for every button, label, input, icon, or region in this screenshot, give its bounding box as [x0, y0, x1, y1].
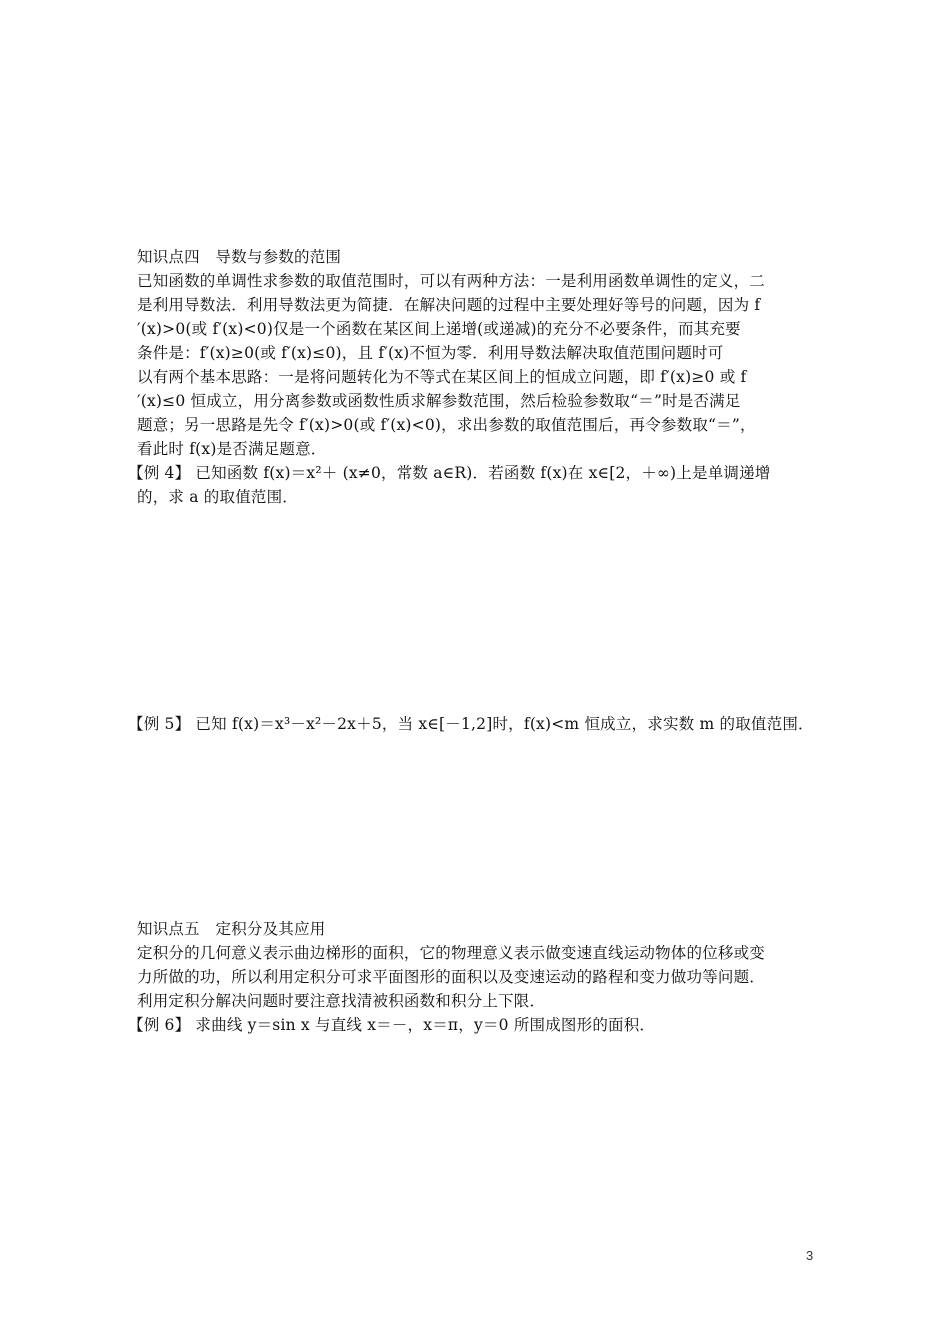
paragraph-line: ′(x)≤0 恒成立，用分离参数或函数性质求解参数范围，然后检验参数取“＝”时是否满足	[137, 392, 741, 410]
paragraph-line: 题意；另一思路是先令 f′(x)>0(或 f′(x)<0)，求出参数的取值范围后，再令参数取“＝”，	[137, 416, 756, 434]
paragraph-line: 看此时 f(x)是否满足题意．	[137, 440, 327, 458]
paragraph-line: 利用定积分解决问题时要注意找清被积函数和积分上下限．	[137, 992, 546, 1010]
paragraph-line: 力所做的功，所以利用定积分可求平面图形的面积以及变速运动的路程和变力做功等问题．	[137, 968, 766, 986]
paragraph-line: 以有两个基本思路：一是将问题转化为不等式在某区间上的恒成立问题，即 f′(x)≥0 或 f	[137, 368, 747, 386]
paragraph-line: 定积分的几何意义表示曲边梯形的面积，它的物理意义表示做变速直线运动物体的位移或变	[137, 944, 766, 962]
page-number: 3	[806, 1248, 814, 1263]
paragraph-line: 已知函数的单调性求参数的取值范围时，可以有两种方法：一是利用函数单调性的定义，二	[137, 272, 766, 290]
section5-heading: 知识点五 定积分及其应用	[137, 920, 326, 938]
paragraph-line: 是利用导数法．利用导数法更为简捷．在解决问题的过程中主要处理好等号的问题，因为 f	[137, 296, 761, 314]
example-line: 【例 4】 已知函数 f(x)＝x²＋ (x≠0，常数 a∈R)．若函数 f(x)在 x∈[2，＋∞)上是单调递增	[128, 464, 771, 482]
section4-heading: 知识点四 导数与参数的范围	[137, 248, 342, 266]
example-line: 的，求 a 的取值范围．	[137, 488, 298, 506]
paragraph-line: ′(x)>0(或 f′(x)<0)仅是一个函数在某区间上递增(或递减)的充分不必要条件，而其充要	[137, 320, 741, 338]
example-line: 【例 6】 求曲线 y＝sin x 与直线 x＝－，x＝π，y＝0 所围成图形的面积．	[128, 1016, 656, 1034]
example-line: 【例 5】 已知 f(x)＝x³－x²－2x＋5，当 x∈[－1,2]时，f(x)<m 恒成立，求实数 m 的取值范围．	[128, 715, 814, 733]
paragraph-line: 条件是：f′(x)≥0(或 f′(x)≤0)，且 f′(x)不恒为零．利用导数法解决取值范围问题时可	[137, 344, 724, 362]
